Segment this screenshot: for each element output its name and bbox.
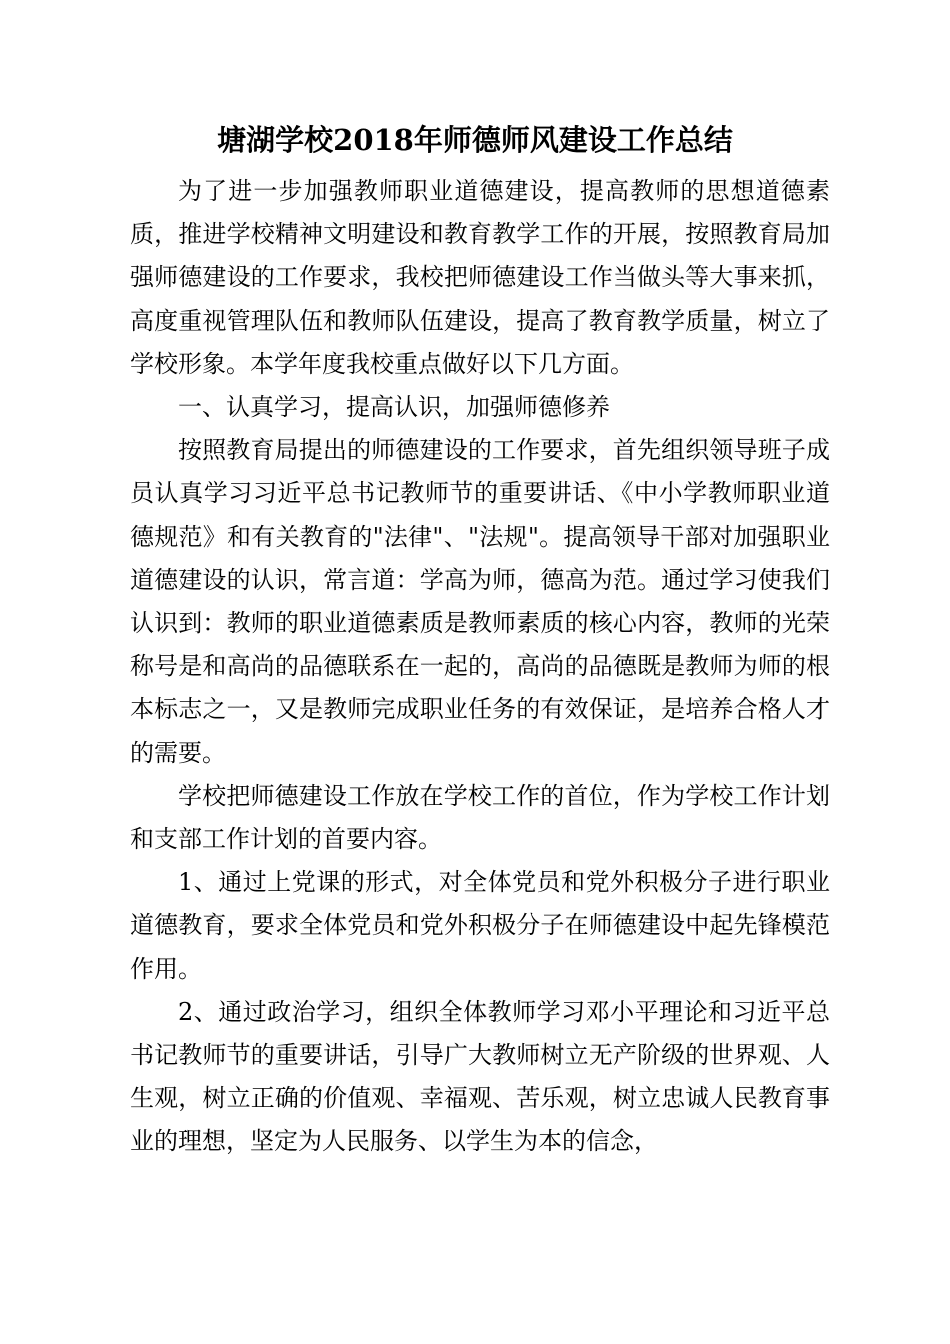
document-body [130,170,830,1164]
paragraph-study: 按照教育局提出的师德建设的工作要求，首先组织领导班子成员认真学习习近平总书记教师节的重要讲话、《中小学教师职业道德规范》和有关教育的"法律"、"法规"。提高领导干部对加强职业道德建设的认识，常言道：学高为师，德高为范。通过学习使我们认识到：教师的职业道德素质是教师素质的核心内容，教师的光荣称号是和高尚的品德联系在一起的，高尚的品德既是教师为师的根本标志之一，又是教师完成职业任务的有效保证，是培养合格人才的需要。 [130,436,830,767]
list-item-2: 2、通过政治学习，组织全体教师学习邓小平理论和习近平总书记教师节的重要讲话，引导广大教师树立无产阶级的世界观、人生观，树立正确的价值观、幸福观、苦乐观，树立忠诚人民教育事业的理想，坚定为人民服务、以学生为本的信念， [130,997,830,1156]
section-heading-1: 一、认真学习，提高认识，加强师德修养 [178,393,610,422]
paragraph-priority: 学校把师德建设工作放在学校工作的首位，作为学校工作计划和支部工作计划的首要内容。 [130,781,830,854]
document-title: 塘湖学校2018年师德师风建设工作总结 [217,123,733,157]
list-item-1: 1、通过上党课的形式，对全体党员和党外积极分子进行职业道德教育，要求全体党员和党外积极分子在师德建设中起先锋模范作用。 [130,868,830,983]
paragraph-intro: 为了进一步加强教师职业道德建设，提高教师的思想道德素质，推进学校精神文明建设和教育教学工作的开展，按照教育局加强师德建设的工作要求，我校把师德建设工作当做头等大事来抓，高度重视管理队伍和教师队伍建设，提高了教育教学质量，树立了学校形象。本学年度我校重点做好以下几方面。 [130,177,830,378]
